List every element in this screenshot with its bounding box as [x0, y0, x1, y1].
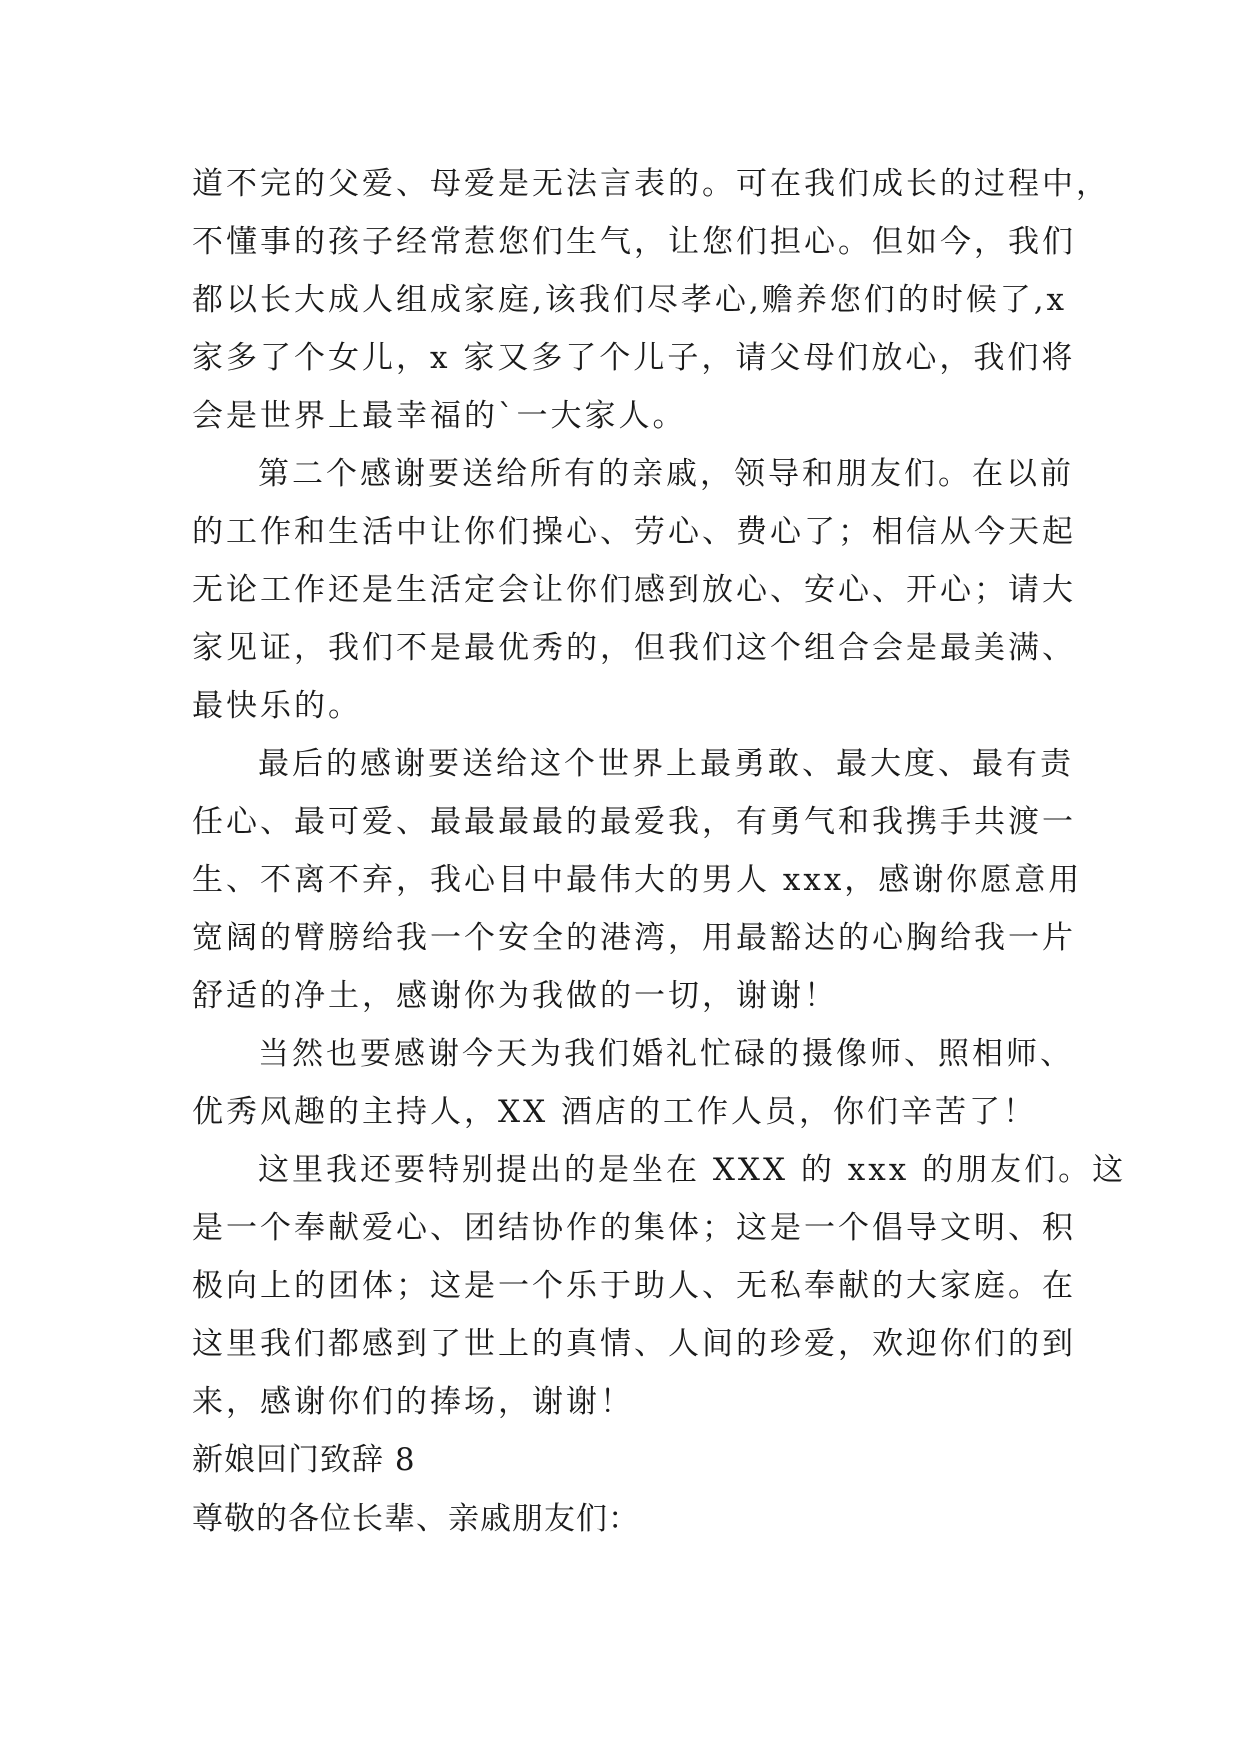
text-line: 来，感谢你们的捧场，谢谢！ — [192, 1384, 634, 1420]
paragraph-friends-thanks — [192, 1141, 1127, 1431]
paragraph-husband-thanks — [192, 735, 1092, 1025]
text-line: 道不完的父爱、母爱是无法言表的。可在我们成长的过程中， — [192, 166, 1110, 202]
text-line: 宽阔的臂膀给我一个安全的港湾，用最豁达的心胸给我一片 — [192, 920, 1076, 956]
text-line: 优秀风趣的主持人，XX 酒店的工作人员，你们辛苦了！ — [192, 1094, 1037, 1130]
paragraph-parents-thanks — [192, 155, 1110, 445]
text-line: 当然也要感谢今天为我们婚礼忙碌的摄像师、照相师、 — [258, 1036, 1074, 1072]
text-line: 的工作和生活中让你们操心、劳心、费心了；相信从今天起 — [192, 514, 1076, 550]
text-line: 任心、最可爱、最最最最的最爱我，有勇气和我携手共渡一 — [192, 804, 1076, 840]
text-line: 生、不离不弃，我心目中最伟大的男人 xxx，感谢你愿意用 — [192, 862, 1083, 898]
text-line: 无论工作还是生活定会让你们感到放心、安心、开心；请大 — [192, 572, 1076, 608]
text-line: 最后的感谢要送给这个世界上最勇敢、最大度、最有责 — [258, 746, 1074, 782]
text-line: 极向上的团体；这是一个乐于助人、无私奉献的大家庭。在 — [192, 1268, 1076, 1304]
paragraph-staff-thanks — [192, 1025, 1092, 1141]
section-heading: 新娘回门致辞 8 — [192, 1442, 416, 1478]
text-line: 这里我们都感到了世上的真情、人间的珍爱，欢迎你们的到 — [192, 1326, 1076, 1362]
text-line: 家见证，我们不是最优秀的，但我们这个组合会是最美满、 — [192, 630, 1076, 666]
salutation: 尊敬的各位长辈、亲戚朋友们： — [192, 1501, 640, 1537]
paragraph-relatives-thanks — [192, 445, 1092, 735]
text-line: 会是世界上最幸福的`一大家人。 — [192, 398, 687, 434]
text-line: 不懂事的孩子经常惹您们生气，让您们担心。但如今，我们 — [192, 224, 1076, 260]
text-line: 最快乐的。 — [192, 688, 362, 724]
document-body — [192, 155, 1127, 1549]
text-line: 家多了个女儿，x 家又多了个儿子，请父母们放心，我们将 — [192, 340, 1076, 376]
text-line: 舒适的净土，感谢你为我做的一切，谢谢！ — [192, 978, 838, 1014]
text-line: 这里我还要特别提出的是坐在 XXX 的 xxx 的朋友们。这 — [258, 1152, 1127, 1188]
text-line: 都以长大成人组成家庭,该我们尽孝心,赡养您们的时候了,x — [192, 282, 1068, 318]
text-line: 第二个感谢要送给所有的亲戚，领导和朋友们。在以前 — [258, 456, 1074, 492]
text-line: 是一个奉献爱心、团结协作的集体；这是一个倡导文明、积 — [192, 1210, 1076, 1246]
